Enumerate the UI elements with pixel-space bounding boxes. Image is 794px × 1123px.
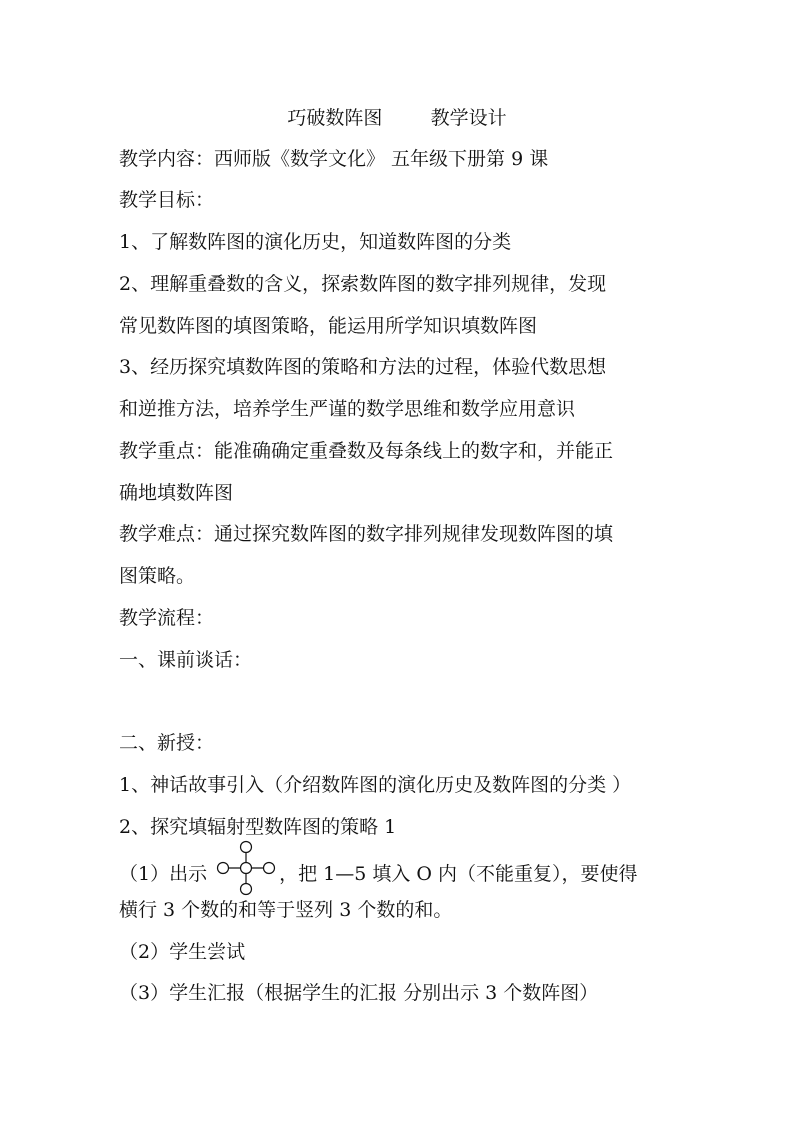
step-1-line [119, 854, 638, 896]
diagram-circle-right [264, 863, 275, 874]
diagram-circle-left [218, 863, 229, 874]
goal-2-line-1: 2、理解重叠数的含义，探索数阵图的数字排列规律，发现 [119, 273, 607, 295]
step-1-prefix: （1）出示 [119, 863, 214, 885]
goal-3-line-1: 3、经历探究填数阵图的策略和方法的过程，体验代数思想 [119, 356, 607, 378]
diagram-circle-top [241, 842, 252, 853]
goal-3-line-2: 和逆推方法，培养学生严谨的数学思维和数学应用意识 [119, 398, 576, 420]
teaching-goals-heading: 教学目标： [119, 189, 215, 211]
diagram-circle-bottom [241, 884, 252, 895]
section-two-heading: 二、新授： [119, 732, 215, 754]
step-1-continuation: 横行 3 个数的和等于竖列 3 个数的和。 [119, 899, 453, 921]
step-3: （3）学生汇报（根据学生的汇报 分别出示 3 个数阵图） [119, 982, 599, 1004]
cross-circle-diagram [215, 840, 277, 896]
goal-2-line-2: 常见数阵图的填图策略，能运用所学知识填数阵图 [119, 315, 538, 337]
step-2: （2）学生尝试 [119, 941, 246, 963]
goal-1: 1、了解数阵图的演化历史，知道数阵图的分类 [119, 231, 512, 253]
teaching-key-point-line-1: 教学重点：能准确确定重叠数及每条线上的数字和，并能正 [119, 440, 614, 462]
teaching-content: 教学内容：西师版《数学文化》 五年级下册第 9 课 [119, 148, 549, 170]
step-1-suffix: ，把 1—5 填入 O 内（不能重复），要使得 [279, 863, 638, 885]
teaching-key-point-line-2: 确地填数阵图 [119, 482, 234, 504]
step-explore-strategy: 2、探究填辐射型数阵图的策略 1 [119, 816, 397, 838]
diagram-circle-center [241, 863, 252, 874]
teaching-difficulty-line-2: 图策略。 [119, 565, 196, 587]
step-story-intro: 1、神话故事引入（介绍数阵图的演化历史及数阵图的分类 ） [119, 774, 632, 796]
section-one-heading: 一、课前谈话： [119, 649, 253, 671]
document-title: 巧破数阵图 教学设计 [287, 107, 507, 129]
teaching-process-heading: 教学流程： [119, 607, 215, 629]
teaching-difficulty-line-1: 教学难点：通过探究数阵图的数字排列规律发现数阵图的填 [119, 523, 614, 545]
